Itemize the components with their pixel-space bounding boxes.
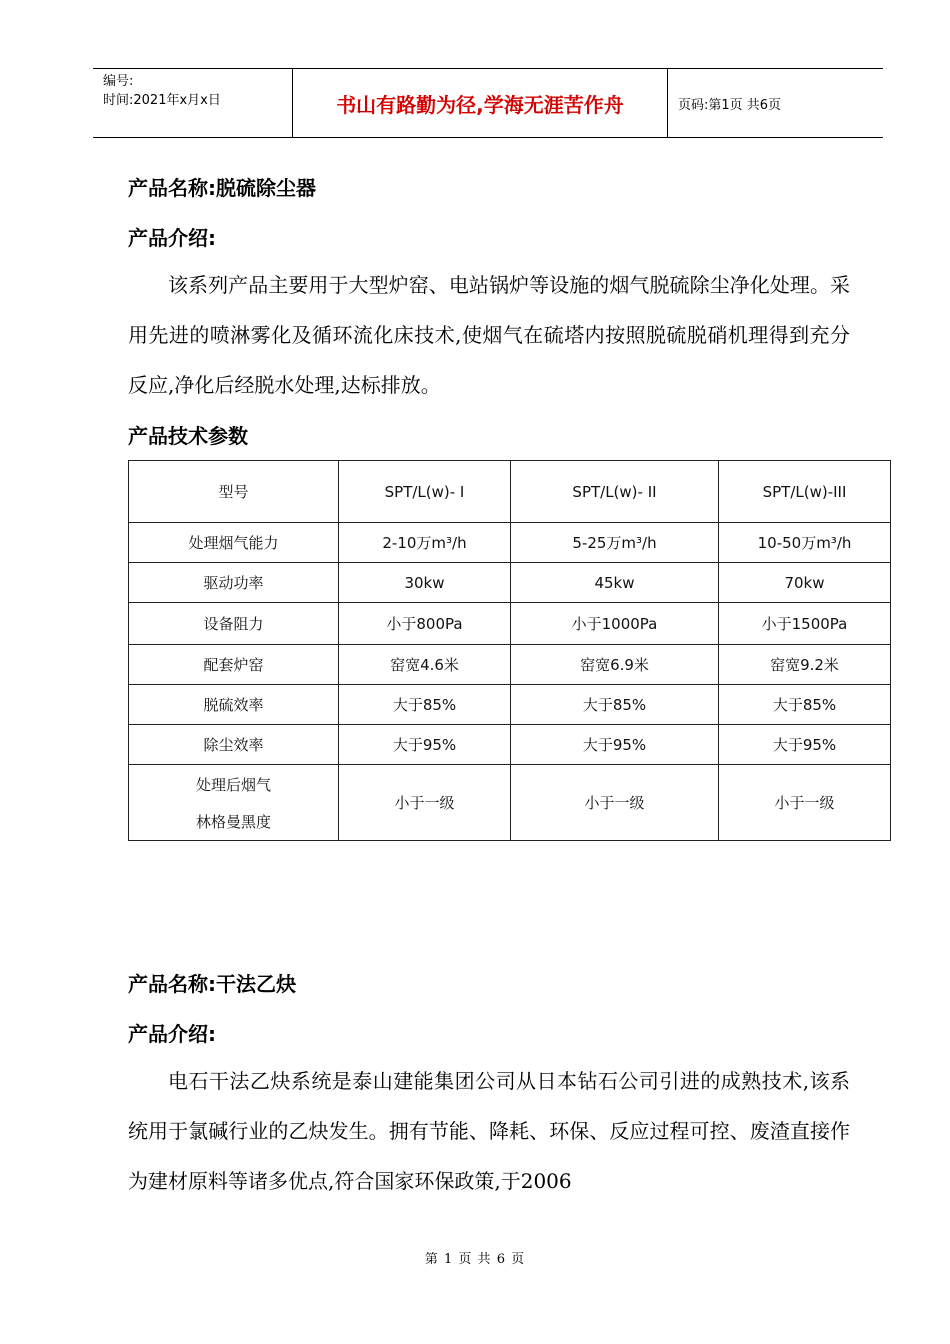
cell-text: 设备阻力: [203, 615, 264, 633]
product1-params-heading: 产品技术参数: [128, 424, 248, 448]
table-cell: [511, 603, 719, 645]
product1-name: 产品名称:脱硫除尘器: [128, 176, 316, 200]
table-label-cell: [129, 645, 339, 685]
params-table: [128, 460, 891, 841]
table-cell: [719, 563, 891, 603]
cell-text: 除尘效率: [203, 736, 264, 754]
table-label-cell: [129, 765, 339, 841]
table-label-cell: [129, 685, 339, 725]
table-header-row: [129, 461, 891, 523]
table-cell: [339, 765, 511, 841]
table-cell: [339, 461, 511, 523]
table-row: [129, 645, 891, 685]
cell-text: SPT/L(w)- I: [384, 482, 465, 501]
table-cell: [511, 725, 719, 765]
cell-text: 大于85%: [582, 696, 647, 714]
table-cell: [339, 645, 511, 685]
table-row: [129, 685, 891, 725]
table-cell: [719, 765, 891, 841]
cell-text: 大于85%: [392, 696, 457, 714]
cell-text: SPT/L(w)-III: [762, 482, 847, 501]
table-cell: [719, 645, 891, 685]
table-cell: [511, 461, 719, 523]
table-row: [129, 523, 891, 563]
header-meta: [93, 69, 293, 137]
cell-text: 脱硫效率: [203, 696, 264, 714]
cell-text: 小于1500Pa: [761, 615, 848, 633]
table-cell: [511, 645, 719, 685]
cell-text: SPT/L(w)- II: [572, 482, 657, 501]
cell-text: 大于95%: [772, 736, 837, 754]
product2-intro-text: 电石干法乙炔系统是泰山建能集团公司从日本钻石公司引进的成熟技术,该系统用于氯碱行业的乙炔发生。拥有节能、降耗、环保、反应过程可控、废渣直接作为建材原料等诸多优点,符合国家环保政策,于2006: [128, 1069, 850, 1193]
table-cell: [339, 725, 511, 765]
table-label-cell: [129, 523, 339, 563]
header-motto: 书山有路勤为径,学海无涯苦作舟: [293, 69, 668, 137]
number-label: 编号:: [103, 74, 134, 89]
table-label-cell: [129, 725, 339, 765]
table-cell: [511, 765, 719, 841]
table-label-cell: [129, 461, 339, 523]
cell-text: 大于95%: [392, 736, 457, 754]
cell-text: 小于一级: [584, 794, 645, 812]
cell-text: 型号: [218, 483, 249, 501]
page-footer: 第 1 页 共 6 页: [424, 1252, 526, 1267]
table-cell: [719, 603, 891, 645]
table-label-cell: [129, 563, 339, 603]
cell-text: 处理烟气能力: [188, 534, 279, 552]
product2-intro-heading: 产品介绍:: [128, 1022, 216, 1046]
table-cell: [719, 461, 891, 523]
table-row: [129, 765, 891, 841]
cell-text: 30kw: [404, 573, 445, 592]
time-label: 时间:2021年x月x日: [103, 93, 221, 108]
cell-text: 5-25万m³/h: [572, 534, 657, 552]
cell-text: 驱动功率: [203, 574, 264, 592]
product2-name: 产品名称:干法乙炔: [128, 972, 296, 996]
table-row: [129, 563, 891, 603]
cell-text: 窑宽4.6米: [390, 656, 459, 674]
table-cell: [719, 523, 891, 563]
table-cell: [511, 685, 719, 725]
cell-text: 小于一级: [394, 794, 455, 812]
product1-intro-heading: 产品介绍:: [128, 226, 216, 250]
cell-text: 70kw: [784, 573, 825, 592]
cell-text: 配套炉窑: [203, 656, 264, 674]
table-row: [129, 725, 891, 765]
table-cell: [511, 523, 719, 563]
table-row: [129, 603, 891, 645]
page-header: [93, 68, 883, 138]
product1-intro-text: 该系列产品主要用于大型炉窑、电站锅炉等设施的烟气脱硫除尘净化处理。采用先进的喷淋雾化及循环流化床技术,使烟气在硫塔内按照脱硫脱硝机理得到充分反应,净化后经脱水处理,达标排放。: [128, 273, 850, 397]
cell-text: 10-50万m³/h: [757, 534, 852, 552]
table-cell: [511, 563, 719, 603]
cell-text: 处理后烟气: [195, 775, 271, 794]
cell-text: 窑宽9.2米: [770, 656, 839, 674]
cell-text: 小于800Pa: [386, 615, 463, 633]
table-label-cell: [129, 603, 339, 645]
cell-text: 林格曼黑度: [195, 812, 271, 831]
cell-text: 小于一级: [774, 794, 835, 812]
cell-text: 大于85%: [772, 696, 837, 714]
table-cell: [719, 725, 891, 765]
cell-text: 大于95%: [582, 736, 647, 754]
cell-text: 小于1000Pa: [571, 615, 658, 633]
table-cell: [339, 685, 511, 725]
table-cell: [719, 685, 891, 725]
cell-text: 45kw: [594, 573, 635, 592]
table-cell: [339, 563, 511, 603]
header-page-code: 页码:第1页 共6页: [678, 97, 782, 113]
table-cell: [339, 523, 511, 563]
cell-text: 窑宽6.9米: [580, 656, 649, 674]
table-cell: [339, 603, 511, 645]
cell-text: 2-10万m³/h: [382, 534, 467, 552]
